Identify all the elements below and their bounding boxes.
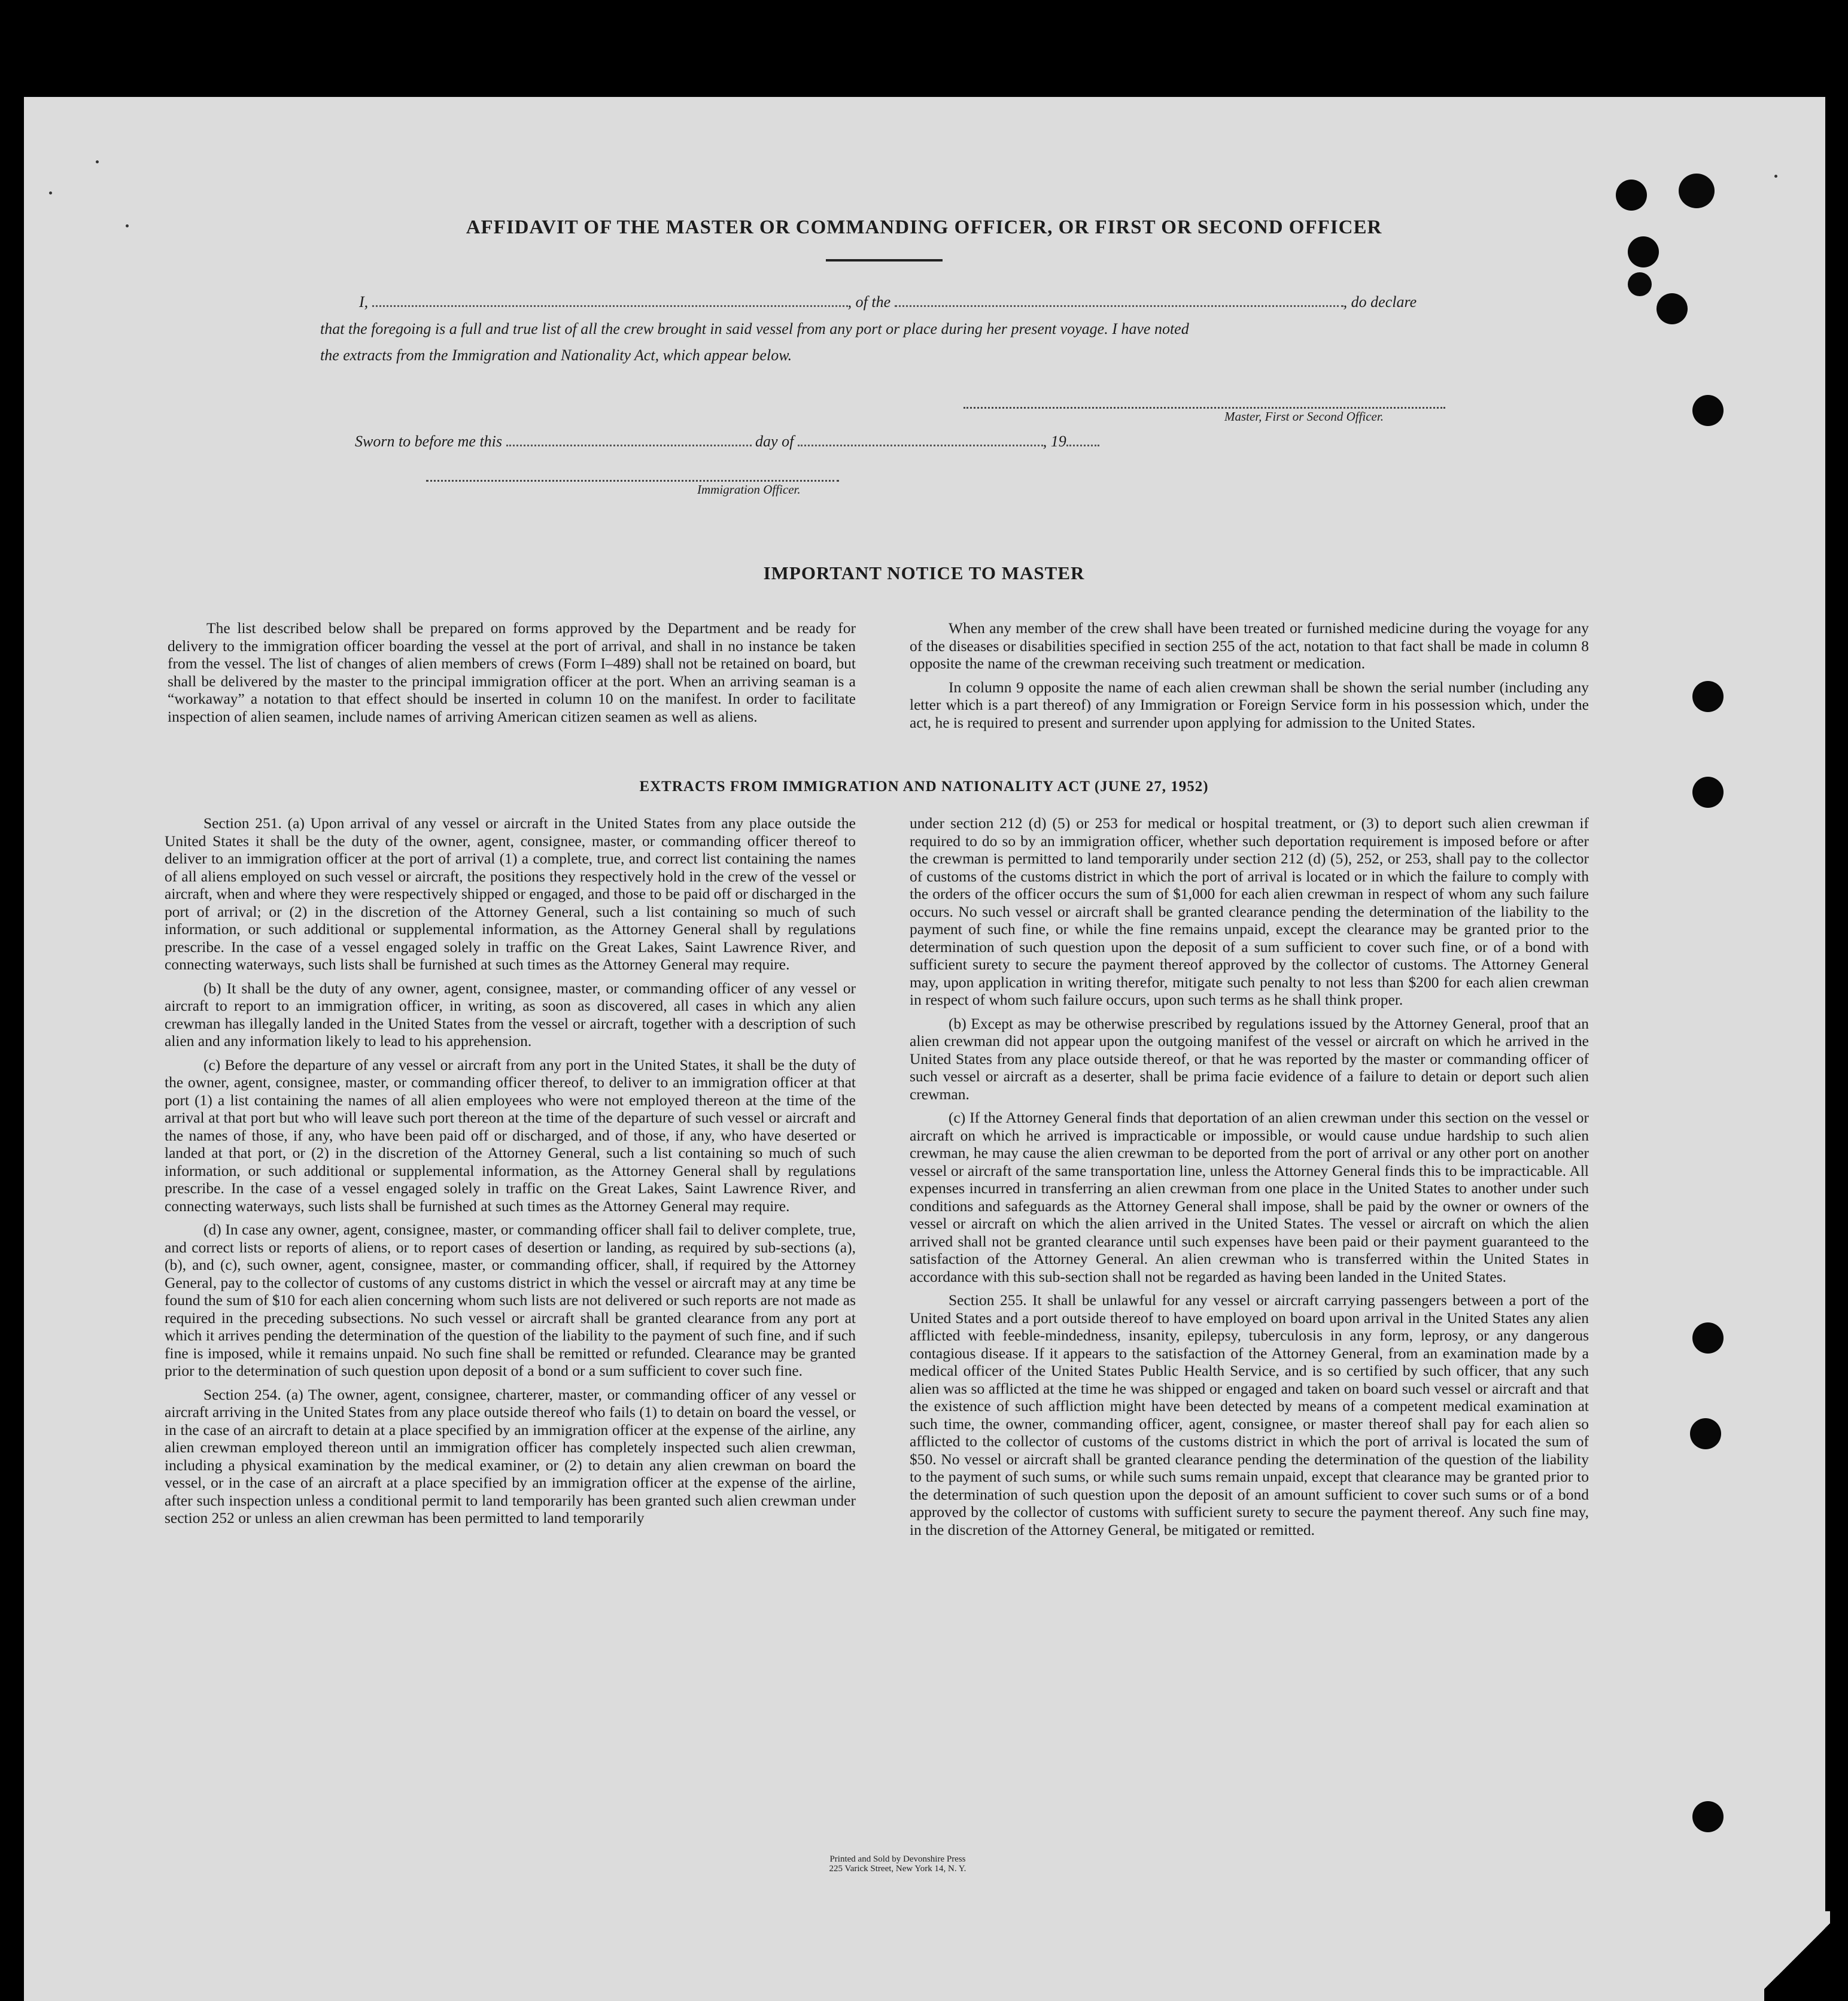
section-251-d: (d) In case any owner, agent, consignee, master, or commanding officer shall fail to deliver complete, true, and correct lists or reports of aliens, or to report cases of desertion or landing, as required by sub-sections (a), (b), and (c), such owner, agent, consignee, master, or commanding officer, shall, if required by the Attorney General, pay to the collector of customs of any customs district in which the vessel or aircraft may at any time be found the sum of $10 for each alien concerning whom such lists are not delivered or such reports are not made as required in the preceding subsections. No such vessel or aircraft shall be granted clearance from any port at which it arrives pending the determination of the question of the liability to the payment of such fine, and if such fine is imposed, while it remains unpaid. No such fine shall be remitted or refunded. Clearance may be granted prior to the determination of such question upon deposit of a bond or a sum sufficient to cover such fine. <box>165 1221 856 1379</box>
printer-imprint-line-1: Printed and Sold by Devonshire Press <box>829 1854 966 1864</box>
page-corner-curl <box>1764 1911 1830 2001</box>
section-251-c: (c) Before the departure of any vessel or aircraft from any port in the United States, it shall be the duty of the owner, agent, consignee, master, or commanding officer thereof, to deliver to an immigration officer at that port (1) a list containing the names of all alien employees who were not employed thereon at the time of the arrival at that port but who will leave such port thereon at the time of the departure of such vessel or aircraft and the names of those, if any, who have been paid off or discharged, and of those, if any, who have deserted or landed at that port, or (2) in the discretion of the Attorney General, such a list containing so much of such information, or such additional or supplemental information, as the Attorney General shall by regulations prescribe. In the case of a vessel engaged solely in traffic on the Great Lakes, Saint Lawrence River, and connecting waterways, such lists shall be furnished at such times as the Attorney General may require. <box>165 1056 856 1215</box>
speck <box>49 191 52 194</box>
section-255: Section 255. It shall be unlawful for any vessel or aircraft carrying passengers between a port of the United States and a port outside thereof to have employed on board upon arrival in the United States any alien afflicted with feeble-mindedness, insanity, epilepsy, tuberculosis in any form, leprosy, or any dangerous contagious disease. If it appears to the satisfaction of the Attorney General, from an examination made by a medical officer of the United States Public Health Service, and is so certified by such officer, that any such alien was so afflicted at the time he was shipped or engaged and taken on board such vessel or aircraft and that the existence of such affliction might have been detected by means of a competent medical examination at such time, the owner, commanding officer, agent, consignee, or master thereof shall pay for each alien so afflicted to the collector of customs of the customs district in which the port of arrival is located the sum of $50. No vessel or aircraft shall be granted clearance pending the determination of the question of the liability to the payment of such sums, or while such sums remain unpaid, except that clearance may be granted prior to the determination of such question upon the deposit of an amount sufficient to cover such sums or of a bond approved by the collector of customs with sufficient surety to secure the payment thereof. Any such fine may, in the discretion of the Attorney General, be mitigated or remitted. <box>910 1291 1589 1538</box>
vessel-field[interactable] <box>895 293 1344 307</box>
of-the-label: , of the <box>847 293 891 311</box>
notice-title: IMPORTANT NOTICE TO MASTER <box>763 562 1085 583</box>
section-251-a: Section 251. (a) Upon arrival of any vessel or aircraft in the United States from any place outside the United States it shall be the duty of the owner, agent, consignee, master, or commanding officer thereof to deliver to an immigration officer at the port of arrival (1) a complete, true, and correct list containing the names of all aliens employed on such vessel or aircraft, the positions they respectively hold in the crew of the vessel or aircraft, when and where they were respectively shipped or engaged, and those to be paid off or discharged in the port of arrival; or (2) in the discretion of the Attorney General, such a list containing so much of such information, or such additional or supplemental information, as the Attorney General shall by regulations prescribe. In the case of a vessel engaged solely in traffic on the Great Lakes, Saint Lawrence River, and connecting waterways, such lists shall be furnished at such times as the Attorney General may require. <box>165 814 856 973</box>
notice-right-paragraph-1: When any member of the crew shall have been treated or furnished medicine during the voyage for any of the diseases or disabilities specified in section 255 of the act, notation to that fact shall be made in column 8 opposite the name of the crewman receiving such treatment or medication. <box>910 619 1589 672</box>
punch-hole <box>1616 180 1647 211</box>
sworn-month-field[interactable] <box>798 433 1043 446</box>
punch-hole <box>1692 1322 1724 1354</box>
punch-hole <box>1656 293 1688 324</box>
extracts-right-column <box>910 814 1589 1544</box>
do-declare-label: , do declare <box>1343 293 1417 311</box>
extracts-title: EXTRACTS FROM IMMIGRATION AND NATIONALITY ACT (JUNE 27, 1952) <box>639 778 1209 795</box>
sworn-line <box>355 433 1099 451</box>
affidavit-body-line-1: that the foregoing is a full and true list of all the crew brought in said vessel from any port or place during her present voyage. I have noted <box>320 320 1189 337</box>
section-254-b: (b) Except as may be otherwise prescribed by regulations issued by the Attorney General, proof that an alien crewman did not appear upon the outgoing manifest of the vessel or aircraft on which he arrived in the United States from any place outside thereof, or that he was reported by the master or commanding officer of such vessel or aircraft as a deserter, shall be prima facie evidence of a failure to detain or deport such alien crewman. <box>910 1014 1589 1103</box>
affidavit-title: AFFIDAVIT OF THE MASTER OR COMMANDING OFFICER, OR FIRST OR SECOND OFFICER <box>466 217 1382 238</box>
punch-hole <box>1690 1418 1721 1449</box>
punch-hole <box>1692 1801 1724 1832</box>
master-signature-label: Master, First or Second Officer. <box>1224 409 1384 424</box>
printer-imprint-line-2: 225 Varick Street, New York 14, N. Y. <box>829 1864 966 1874</box>
section-251-b: (b) It shall be the duty of any owner, agent, consignee, master, or commanding officer of any vessel or aircraft to report to an immigration officer, in writing, as soon as discovered, all cases in which any alien crewman has illegally landed in the United States from the vessel or aircraft, together with a description of such alien and any information likely to lead to his apprehension. <box>165 979 856 1050</box>
notice-right-paragraph-2: In column 9 opposite the name of each alien crewman shall be shown the serial number (including any letter which is a part thereof) of any Immigration or Foreign Service form in his possession which, under the act, he is required to present and surrender upon applying for admission to the United States. <box>910 678 1589 731</box>
section-254-c: (c) If the Attorney General finds that deportation of an alien crewman under this section on the vessel or aircraft on which he arrived is impracticable or impossible, or would cause undue hardship to such alien crewman, he may cause the alien crewman to be deported from the port of arrival or any other port on another vessel or aircraft of the same transportation line, unless the Attorney General finds this to be impracticable. All expenses incurred in transferring an alien crewman from one place in the United States to another under such conditions and safeguards as the Attorney General shall impose, shall be paid by the owner or owners of the vessel or aircraft on which the alien arrived in the United States. The vessel or aircraft on which the alien arrived shall not be granted clearance until such expenses have been paid or their payment guaranteed to the satisfaction of the Attorney General. An alien crewman who is transferred within the United States in accordance with this sub-section shall not be regarded as having been landed in the United States. <box>910 1109 1589 1285</box>
affidavit-body-line-2: the extracts from the Immigration and Nationality Act, which appear below. <box>320 346 792 364</box>
sworn-year-field[interactable] <box>1066 433 1099 446</box>
declaration-line <box>359 293 1417 311</box>
printer-imprint <box>754 1854 1041 1874</box>
title-rule <box>826 259 943 261</box>
name-field[interactable] <box>372 293 848 307</box>
ink-blot <box>1679 174 1715 208</box>
ink-blot <box>1628 272 1652 296</box>
speck <box>1774 175 1777 178</box>
extracts-left-column <box>165 814 856 1533</box>
master-signature-field[interactable] <box>963 407 1445 409</box>
sworn-day-field[interactable] <box>506 433 752 446</box>
section-254-a-continued: under section 212 (d) (5) or 253 for medical or hospital treatment, or (3) to deport such alien crewman if required to do so by an immigration officer, whether such deportation requirement is imposed before or after the crewman is permitted to land temporarily under section 212 (d) (5), 252, or 253, shall pay to the collector of customs of the customs district in which the port of arrival is located or in which the failure to comply with the orders of the officer occurs the sum of $1,000 for each alien crewman in respect of whom any such failure occurs. No such vessel or aircraft shall be granted clearance pending the determination of the liability to the payment of such fine, or while the fine remains unpaid, except the clearance may be granted prior to the determination of such question upon the deposit of a sum sufficient to cover such fine, or of a bond with sufficient surety to secure the payment thereof approved by the collector of customs. The Attorney General may, upon application in writing therefor, mitigate such penalty to not less than $200 for each alien crewman in respect of whom such failure occurs, upon such terms as he shall think proper. <box>910 814 1589 1008</box>
notice-left-paragraph: The list described below shall be prepared on forms approved by the Department and be ready for delivery to the immigration officer boarding the vessel at the port of arrival, and shall in no instance be taken from the vessel. The list of changes of alien members of crews (Form I–489) shall not be retained on board, but shall be delivered by the master to the principal immigration officer at the port. When an arriving seaman is a “workaway” a notation to that effect should be inserted in column 10 on the manifest. In order to facilitate inspection of alien seamen, include names of arriving American citizen seamen as well as aliens. <box>168 619 856 725</box>
i-label: I, <box>359 293 369 311</box>
year-label: , 19 <box>1042 433 1066 450</box>
notice-left-column <box>168 619 856 731</box>
punch-hole <box>1628 236 1659 267</box>
punch-hole <box>1692 681 1724 712</box>
notice-right-column <box>910 619 1589 737</box>
punch-hole <box>1692 395 1724 426</box>
speck <box>96 160 99 163</box>
immigration-officer-label: Immigration Officer. <box>697 482 801 497</box>
day-of-label: day of <box>755 433 794 450</box>
immigration-officer-signature-field[interactable] <box>426 480 839 482</box>
section-254-a: Section 254. (a) The owner, agent, consignee, charterer, master, or commanding officer of any vessel or aircraft arriving in the United States from any place outside thereof who fails (1) to detain on board the vessel, or in the case of an aircraft to detain at a place specified by an immigration officer at the expense of the airline, any alien crewman employed thereon until an immigration officer has completely inspected such alien crewman, including a physical examination by the medical examiner, or (2) to detain any alien crewman on board the vessel, or in the case of an aircraft at a place specified by an immigration officer at the expense of the airline, after such inspection unless a conditional permit to land temporarily has been granted such alien crewman under section 252 or unless an alien crewman has been permitted to land temporarily <box>165 1385 856 1526</box>
sworn-label: Sworn to before me this <box>355 433 503 450</box>
